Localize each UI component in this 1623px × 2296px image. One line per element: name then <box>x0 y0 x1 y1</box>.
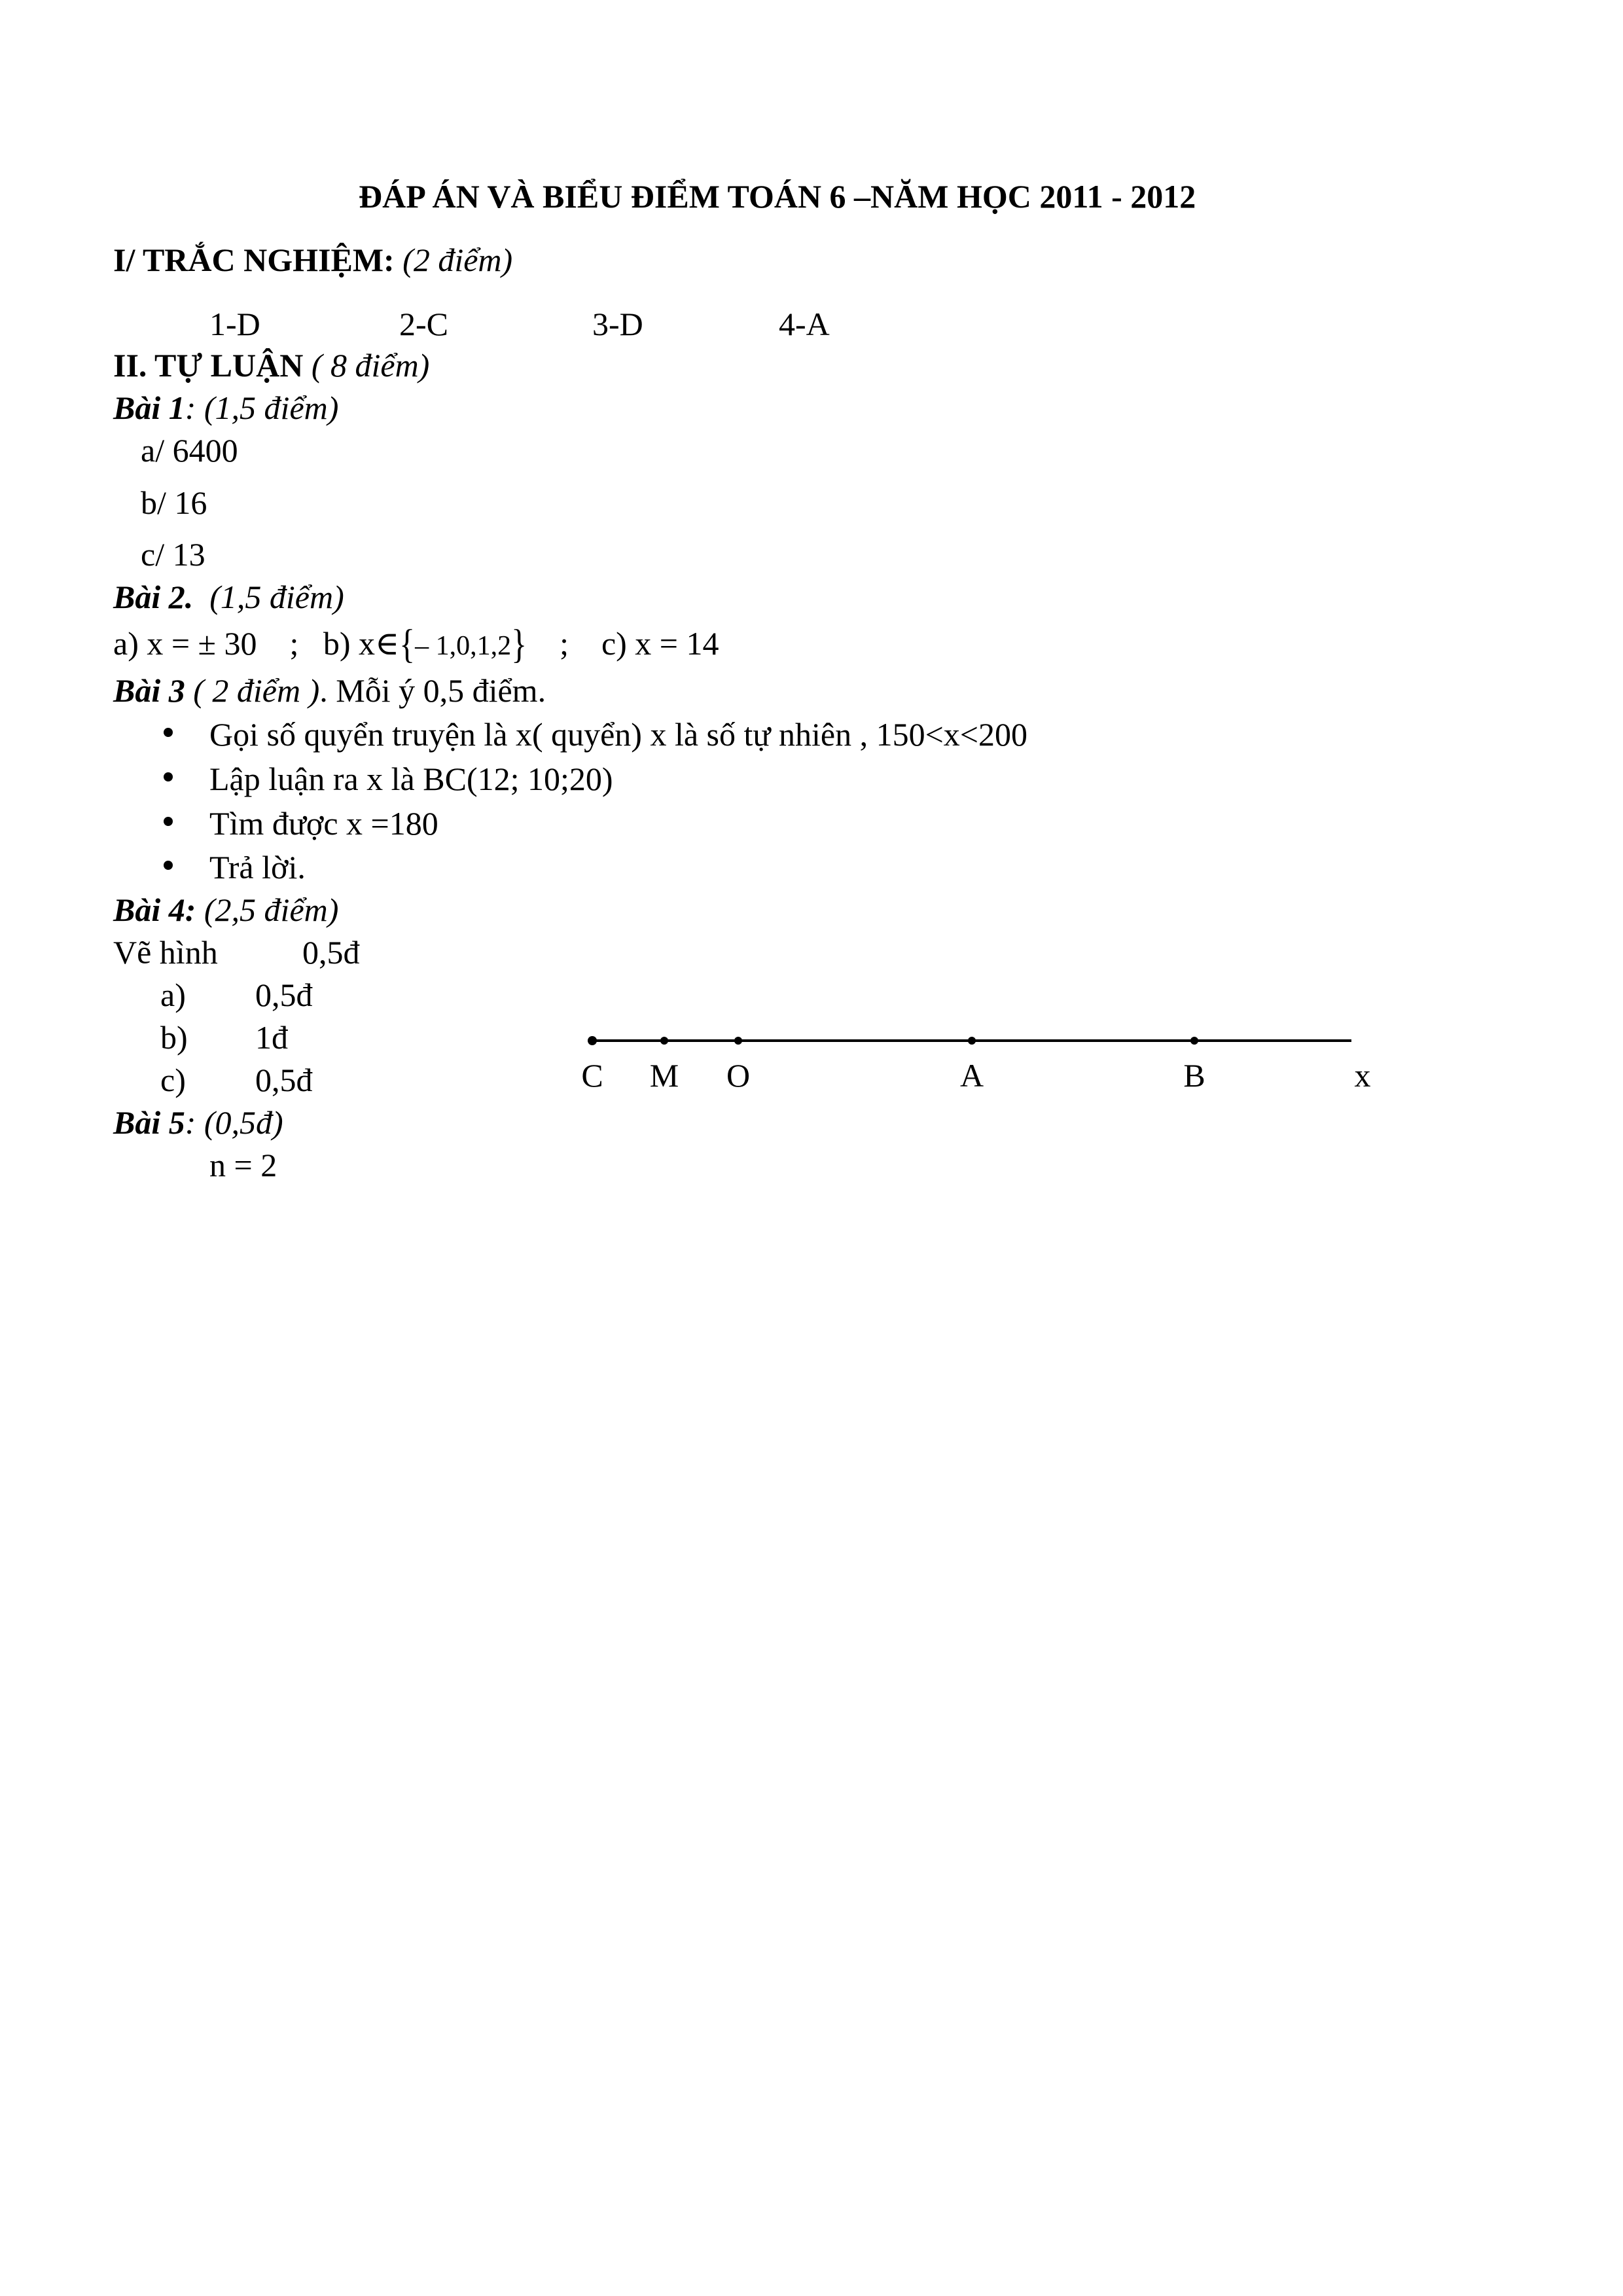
point-o-label: O <box>726 1057 751 1094</box>
section-1-label: I/ TRẮC NGHIỆM: <box>113 242 395 278</box>
bai-2-points: (1,5 điểm) <box>209 579 344 615</box>
bai-2-answer-c: c) x = 14 <box>601 625 719 662</box>
bai-1-points: : (1,5 điểm) <box>185 389 339 426</box>
answer-4: 4-A <box>779 306 830 342</box>
bullet-icon <box>164 861 173 870</box>
bullet-icon <box>164 772 173 781</box>
bai-2-label: Bài 2. <box>113 579 194 615</box>
bai-2-answer-a: a) x = ± 30 <box>113 625 257 662</box>
bai-2-brace-close: } <box>511 620 527 666</box>
bai-4-label: Bài 4: <box>113 891 196 928</box>
section-1-points: (2 điểm) <box>402 242 513 278</box>
bai-4-part-a-points: 0,5đ <box>255 977 313 1013</box>
bai-4-draw-label: Vẽ hình <box>113 934 218 971</box>
section-2-points: ( 8 điểm) <box>311 347 430 384</box>
answer-1: 1-D <box>209 306 260 342</box>
bai-5-points: : (0,5đ) <box>185 1104 283 1141</box>
bullet-icon <box>164 817 173 826</box>
bai-4-part-b-label: b) <box>160 1019 188 1056</box>
bai-3-label: Bài 3 <box>113 672 185 709</box>
point-a <box>968 1037 976 1045</box>
bai-1-item-c: c/ 13 <box>141 536 205 573</box>
bai-3-note: . Mỗi ý 0,5 điểm. <box>319 672 546 709</box>
answer-2: 2-C <box>399 306 448 342</box>
bai-4-part-c-label: c) <box>160 1062 186 1098</box>
bai-3-points: ( 2 điểm ) <box>193 672 320 709</box>
bai-3-bullet-1: Gọi số quyển truyện là x( quyển) x là số tự nhiên , 150<x<200 <box>209 716 1027 753</box>
point-b-label: B <box>1183 1057 1205 1094</box>
bai-4-part-b-points: 1đ <box>255 1019 288 1056</box>
point-b <box>1190 1037 1198 1045</box>
bai-1-label: Bài 1 <box>113 389 185 426</box>
section-1-heading <box>113 243 512 276</box>
ray-x-label: x <box>1354 1057 1371 1094</box>
point-m-label: M <box>649 1057 679 1094</box>
bai-4-points: (2,5 điểm) <box>204 891 339 928</box>
point-a-label: A <box>959 1057 984 1094</box>
bai-2-separator-1: ; <box>289 625 299 662</box>
bai-4-draw-points: 0,5đ <box>302 934 360 971</box>
section-2-heading <box>113 349 429 382</box>
bai-5-answer: n = 2 <box>209 1147 277 1183</box>
bai-5-label: Bài 5 <box>113 1104 185 1141</box>
bai-1-item-a: a/ 6400 <box>141 432 238 469</box>
bai-2-answers <box>113 620 719 666</box>
bai-3-bullet-3: Tìm được x =180 <box>209 805 438 842</box>
answer-3: 3-D <box>592 306 643 342</box>
point-c-label: C <box>581 1057 603 1094</box>
page-title: ĐÁP ÁN VÀ BIỂU ĐIỂM TOÁN 6 –NĂM HỌC 2011 - 2012 <box>359 178 1196 215</box>
ray-diagram <box>569 1028 1387 1106</box>
bai-3-bullet-2: Lập luận ra x là BC(12; 10;20) <box>209 761 613 797</box>
bullet-icon <box>164 728 173 737</box>
section-2-label: II. TỰ LUẬN <box>113 347 304 384</box>
bai-3-bullet-4: Trả lời. <box>209 849 306 886</box>
bai-5-heading <box>113 1106 283 1139</box>
bai-2-answer-b-set: – 1,0,1,2 <box>415 631 512 661</box>
bai-2-separator-2: ; <box>560 625 569 662</box>
point-m <box>660 1037 668 1045</box>
bai-4-heading <box>113 893 338 926</box>
bai-1-heading <box>113 391 338 424</box>
bai-4-part-a-label: a) <box>160 977 186 1013</box>
point-o <box>734 1037 742 1045</box>
bai-4-part-c-points: 0,5đ <box>255 1062 313 1098</box>
bai-2-brace-open: { <box>399 620 416 666</box>
bai-2-heading <box>113 581 344 613</box>
point-c <box>588 1036 597 1045</box>
bai-1-item-b: b/ 16 <box>141 484 207 521</box>
bai-3-heading <box>113 674 546 707</box>
bai-2-answer-b-prefix: b) x∈ <box>323 625 400 662</box>
